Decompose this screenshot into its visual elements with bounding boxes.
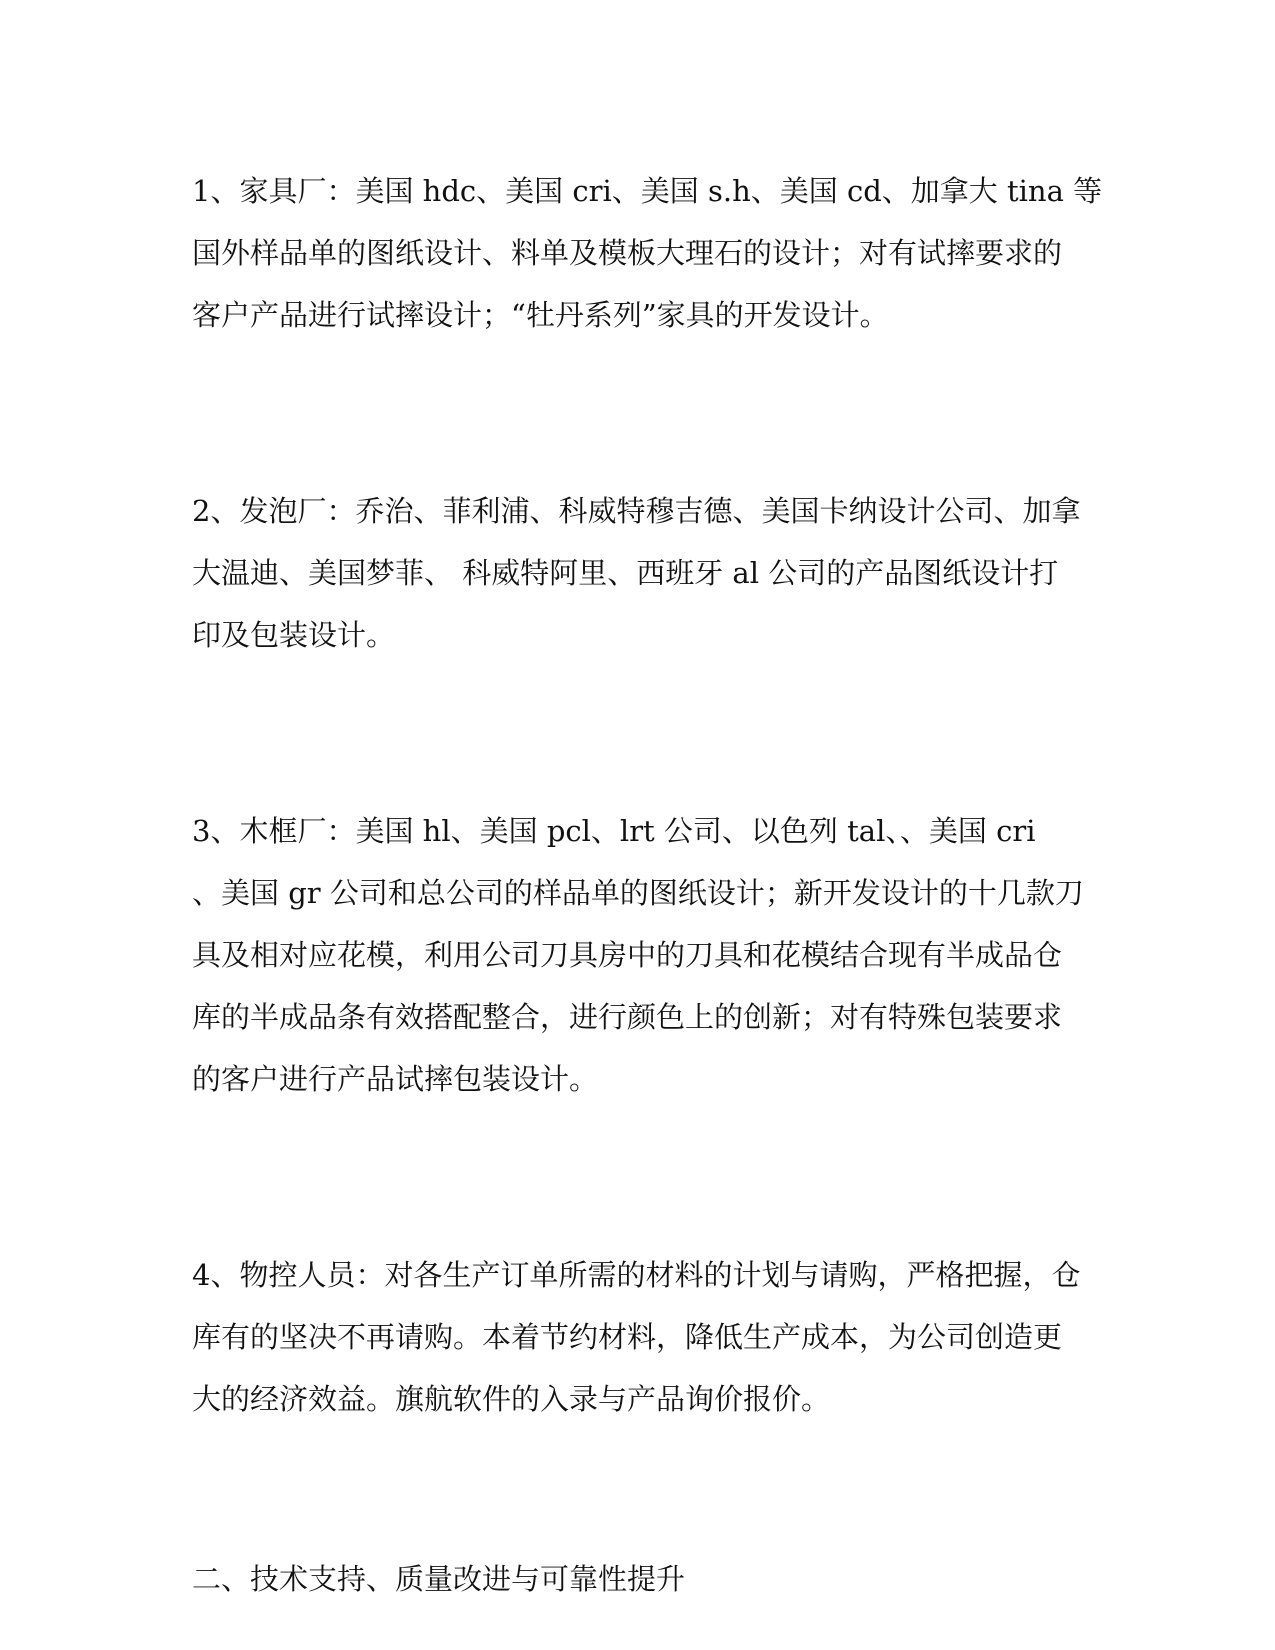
text-line: 大的经济效益。旗航软件的入录与产品询价报价。: [192, 1382, 831, 1416]
paragraph-foam-factory: [192, 480, 1082, 666]
paragraph-spacer: [192, 1110, 1082, 1244]
paragraph-spacer: [192, 666, 1082, 800]
text-line: 印及包装设计。: [192, 618, 396, 652]
text-line: 库的半成品条有效搭配整合，进行颜色上的创新；对有特殊包装要求: [192, 1000, 1063, 1034]
section-heading: [192, 1548, 1082, 1610]
section-heading-text: 二、技术支持、质量改进与可靠性提升: [192, 1562, 686, 1596]
text-line: 、美国 gr 公司和总公司的样品单的图纸设计；新开发设计的十几款刀: [192, 876, 1084, 910]
text-line: 具及相对应花模，利用公司刀具房中的刀具和花模结合现有半成品仓: [192, 938, 1063, 972]
document-body: [192, 160, 1103, 1610]
text-line: 库有的坚决不再请购。本着节约材料，降低生产成本，为公司创造更: [192, 1320, 1063, 1354]
paragraph-material-control: [192, 1244, 1082, 1430]
paragraph-furniture-factory: [192, 160, 1103, 346]
text-line: 1、家具厂：美国 hdc、美国 cri、美国 s.h、美国 cd、加拿大 tina 等: [192, 174, 1103, 208]
paragraph-spacer: [192, 346, 1082, 480]
text-line: 4、物控人员：对各生产订单所需的材料的计划与请购，严格把握，仓: [192, 1258, 1081, 1292]
text-line: 3、木框厂：美国 hl、美国 pcl、lrt 公司、以色列 tal、、美国 cri: [192, 814, 1036, 848]
text-line: 客户产品进行试摔设计；“牡丹系列”家具的开发设计。: [192, 298, 889, 332]
paragraph-spacer: [192, 1430, 1082, 1548]
text-line: 大温迪、美国梦菲、 科威特阿里、西班牙 al 公司的产品图纸设计打: [192, 556, 1059, 590]
text-line: 的客户进行产品试摔包装设计。: [192, 1062, 599, 1096]
text-line: 2、发泡厂：乔治、菲利浦、科威特穆吉德、美国卡纳设计公司、加拿: [192, 494, 1081, 528]
text-line: 国外样品单的图纸设计、料单及模板大理石的设计；对有试摔要求的: [192, 236, 1063, 270]
paragraph-wood-frame-factory: [192, 800, 1082, 1110]
